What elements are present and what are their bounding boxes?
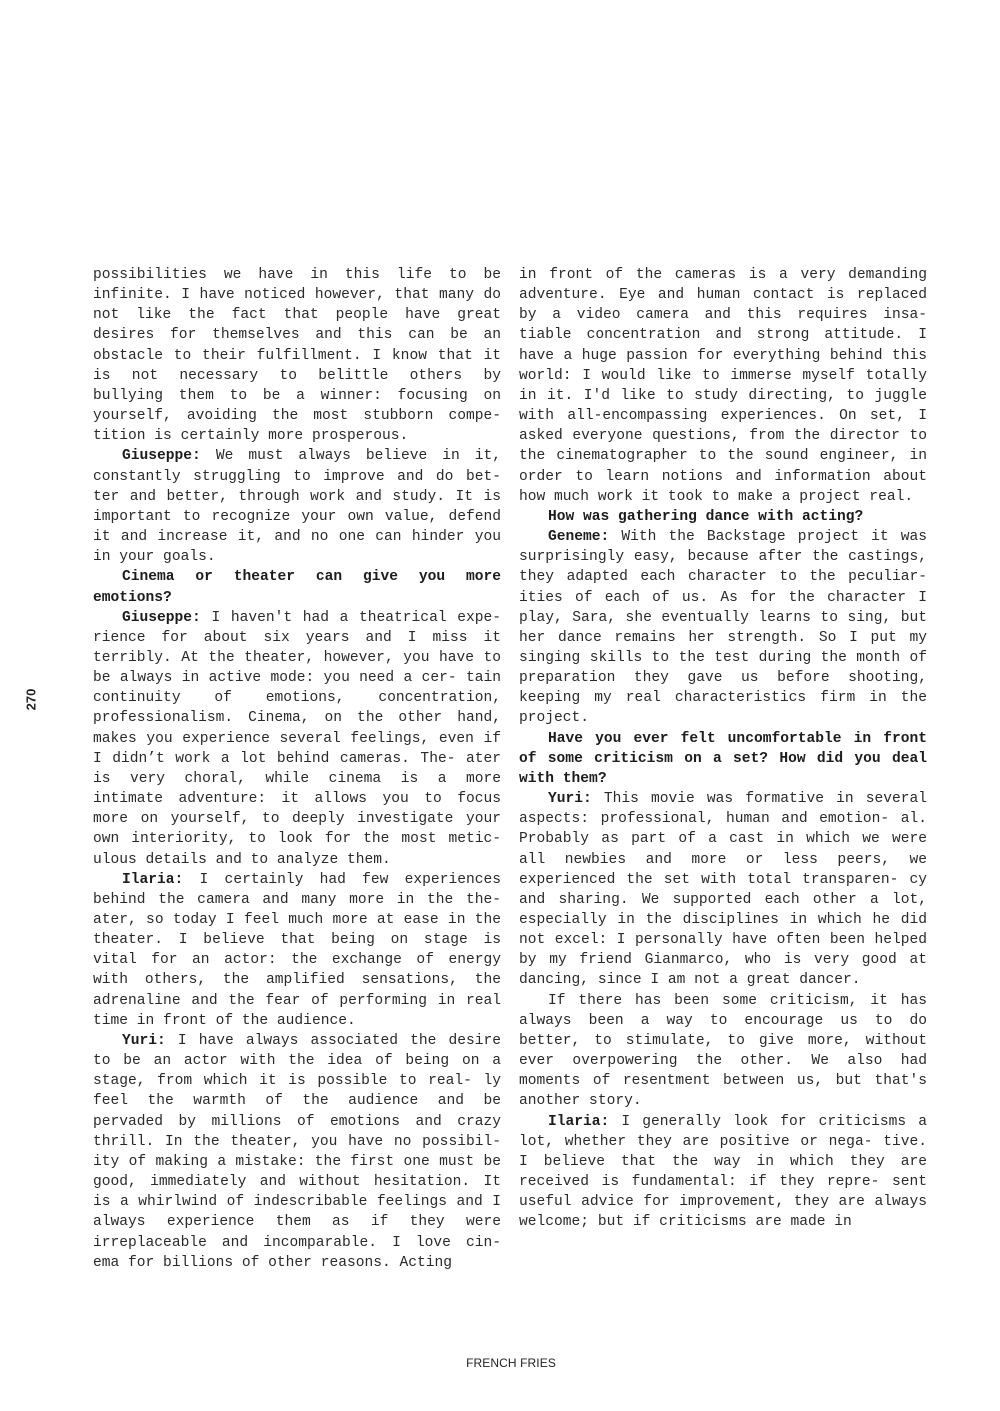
speaker-name: Ilaria: <box>122 871 184 888</box>
interview-question: How was gathering dance with acting? <box>548 508 864 525</box>
speaker-name: Ilaria: <box>548 1113 610 1130</box>
page-number <box>23 688 46 716</box>
interview-question: Cinema or theater can give you more emotions? <box>93 569 501 606</box>
interview-question: Have you ever felt uncomfortable in front of some criticism on a set? How did you deal with them? <box>519 730 927 787</box>
paragraph: Geneme: With the Backstage project it was surprisingly easy, because after the castings, they adapted each character to the peculiar- ities of each of us. As for the character I play, Sara, she eventually learns to sing, but her dance remains her strength. So I put my singing skills to the test during the month of preparation they gave us before shooting, keeping my real characteristics firm in the project. <box>519 529 927 727</box>
left-text-column <box>93 265 501 1273</box>
speaker-name: Yuri: <box>122 1032 166 1049</box>
paragraph: Giuseppe: We must always believe in it, constantly struggling to improve and do bet- ter and better, through work and study. It is important to recognize your own value, defend it and increase it, and no one can hinder you in your goals. <box>93 448 501 566</box>
page-number-label: 270 <box>23 688 39 711</box>
speaker-name: Yuri: <box>548 791 592 808</box>
paragraph: possibilities we have in this life to be infinite. I have noticed however, that many do not like the fact that people have great desires for themselves and this can be an obstacle to their fulfillment. I know that it is not necessary to belittle others by bullying them to be a winner: focusing on yourself, avoiding the most stubborn compe- tition is certainly more prosperous. <box>93 267 501 445</box>
paragraph: Yuri: This movie was formative in several aspects: professional, human and emotion- al. Probably as part of a cast in which we were all newbies and more or less peers, we experienced the set with total transparen- cy and sharing. We supported each other a lot, especially in the disciplines in which he did not excel: I personally have often been helped by my friend Gianmarco, who is very good at dancing, since I am not a great dancer. <box>519 791 927 989</box>
paragraph: Giuseppe: I haven't had a theatrical expe- rience for about six years and I miss it terribly. At the theater, however, you have to be always in active mode: you need a cer- tain continuity of emotions, concentration, professionalism. Cinema, on the other hand, makes you experience several feelings, even if I didn’t work a lot behind cameras. The- ater is very choral, while cinema is a more intimate adventure: it allows you to focus more on yourself, to deeply investigate your own interiority, to look for the most metic- ulous details and to analyze them. <box>93 609 501 868</box>
paragraph: in front of the cameras is a very demanding adventure. Eye and human contact is replaced by a video camera and this requires insa- tiable concentration and strong attitude. I have a huge passion for everything behind this world: I would like to immerse myself totally in it. I'd like to study directing, to juggle with all-encompassing experiences. On set, I asked everyone questions, from the director to the cinematographer to the sound engineer, in order to learn notions and information about how much work it took to make a project real. <box>519 267 927 505</box>
right-text-column <box>519 265 927 1233</box>
paragraph: Ilaria: I generally look for criticisms a lot, whether they are positive or nega- tive. I believe that the way in which they are received is fundamental: if they repre- sent useful advice for improvement, they are always welcome; but if criticisms are made in <box>519 1113 927 1231</box>
speaker-name: Giuseppe: <box>122 609 201 626</box>
speaker-name: Giuseppe: <box>122 448 201 465</box>
footer-publication-name: FRENCH FRIES <box>466 1356 556 1370</box>
paragraph: If there has been some criticism, it has always been a way to encourage us to do better, to stimulate, to give more, without ever overpowering the other. We also had moments of resentment between us, but that's another story. <box>519 992 927 1110</box>
paragraph: Ilaria: I certainly had few experiences behind the camera and many more in the the- ater, so today I feel much more at ease in the theater. I believe that being on stage is vital for an actor: the exchange of energy with others, the amplified sensations, the adrenaline and the fear of performing in real time in front of the audience. <box>93 871 501 1029</box>
paragraph: Yuri: I have always associated the desire to be an actor with the idea of being on a stage, from which it is possible to real- ly feel the warmth of the audience and be pervaded by millions of emotions and crazy thrill. In the theater, you have no possibil- ity of making a mistake: the first one must be good, immediately and without hesitation. It is a whirlwind of indescribable feelings and I always experience them as if they were irreplaceable and incomparable. I love cin- ema for billions of other reasons. Acting <box>93 1032 501 1271</box>
speaker-name: Geneme: <box>548 529 610 546</box>
